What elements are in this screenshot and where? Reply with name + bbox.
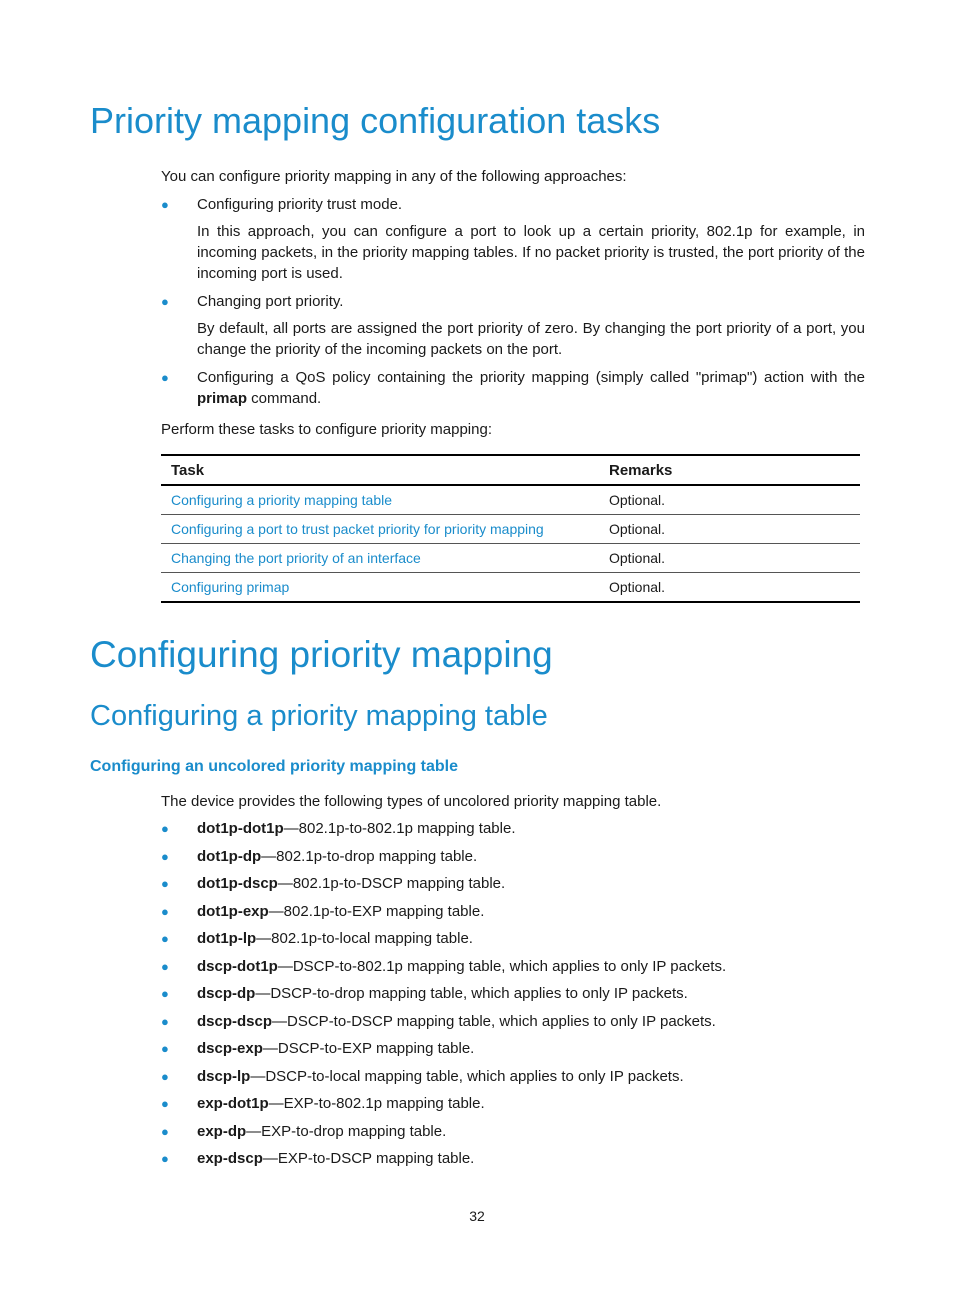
table-type-name: dot1p-dscp bbox=[197, 875, 278, 892]
section-heading-tasks: Priority mapping configuration tasks bbox=[90, 100, 661, 141]
list-item-label bbox=[197, 928, 865, 949]
table-row bbox=[161, 573, 860, 603]
table-type-desc: —DSCP-to-802.1p mapping table, which applies to only IP packets. bbox=[277, 957, 727, 975]
subsection-heading: Configuring an uncolored priority mapping table bbox=[90, 758, 458, 775]
list-item-label bbox=[197, 1148, 865, 1169]
bullet-icon: ● bbox=[161, 876, 169, 891]
table-type-desc: —802.1p-to-802.1p mapping table. bbox=[283, 820, 516, 837]
table-row bbox=[161, 515, 860, 544]
table-type-name: dscp-exp bbox=[197, 1040, 263, 1057]
bullet-icon: ● bbox=[161, 821, 169, 836]
bullet-icon: ● bbox=[161, 1013, 169, 1029]
table-type-name: dscp-lp bbox=[197, 1067, 251, 1085]
table-type-name: dot1p-dot1p bbox=[197, 820, 284, 837]
section-heading: Configuring a priority mapping table bbox=[90, 700, 548, 732]
table-type-desc: —802.1p-to-DSCP mapping table. bbox=[277, 875, 506, 892]
list-item-label bbox=[197, 367, 865, 409]
list-item-detail: In this approach, you can configure a port to look up a certain priority, 802.1p for example, in incoming packets, in the priority mapping tables. If no packet priority is trusted, the port priority of the incoming port is used. bbox=[197, 223, 865, 282]
list-item-label bbox=[197, 1121, 865, 1142]
task-link[interactable]: Configuring primap bbox=[161, 573, 599, 603]
list-item-label bbox=[197, 1093, 865, 1114]
list-item-label bbox=[197, 956, 865, 977]
table-type-desc: —DSCP-to-local mapping table, which applies to only IP packets. bbox=[250, 1067, 684, 1085]
table-type-name: exp-dot1p bbox=[197, 1095, 269, 1112]
bullet-icon: ● bbox=[161, 1151, 169, 1166]
table-type-name: dscp-dot1p bbox=[197, 957, 278, 975]
table-type-name: exp-dscp bbox=[197, 1150, 263, 1167]
perform-paragraph: Perform these tasks to configure priority mapping: bbox=[161, 421, 492, 438]
table-type-desc: —EXP-to-drop mapping table. bbox=[246, 1122, 447, 1140]
table-row bbox=[161, 544, 860, 573]
column-header-remarks: Remarks bbox=[599, 455, 860, 485]
table-type-desc: —EXP-to-802.1p mapping table. bbox=[268, 1095, 485, 1112]
table-type-desc: —802.1p-to-EXP mapping table. bbox=[268, 902, 485, 920]
bullet-icon: ● bbox=[161, 1068, 169, 1084]
list-item-label bbox=[197, 901, 865, 922]
table-header-row bbox=[161, 455, 860, 485]
table-type-name: dscp-dp bbox=[197, 985, 256, 1002]
task-link[interactable]: Configuring a port to trust packet priority for priority mapping bbox=[161, 515, 599, 544]
list-item-label bbox=[197, 873, 865, 894]
table-row bbox=[161, 485, 860, 515]
task-table bbox=[161, 454, 860, 603]
list-item-label: Changing port priority. bbox=[197, 293, 344, 310]
bullet-icon: ● bbox=[161, 848, 169, 864]
remarks-cell: Optional. bbox=[599, 485, 860, 515]
bullet-icon: ● bbox=[161, 958, 169, 974]
table-type-name: dot1p-dp bbox=[197, 847, 262, 865]
table-type-name: dot1p-exp bbox=[197, 902, 269, 920]
table-type-name: dot1p-lp bbox=[197, 930, 257, 947]
table-type-name: dscp-dscp bbox=[197, 1012, 273, 1030]
bullet-icon: ● bbox=[161, 903, 169, 919]
intro-paragraph: You can configure priority mapping in any of the following approaches: bbox=[161, 168, 627, 185]
bullet-icon: ● bbox=[161, 1096, 169, 1111]
task-link[interactable]: Changing the port priority of an interface bbox=[161, 544, 599, 573]
list-item-label: Configuring priority trust mode. bbox=[197, 196, 403, 213]
remarks-cell: Optional. bbox=[599, 573, 860, 603]
table-type-desc: —DSCP-to-EXP mapping table. bbox=[262, 1040, 475, 1057]
remarks-cell: Optional. bbox=[599, 515, 860, 544]
table-type-desc: —802.1p-to-drop mapping table. bbox=[261, 847, 478, 865]
list-item-label bbox=[197, 1038, 865, 1059]
bullet-icon: ● bbox=[161, 294, 169, 309]
table-type-desc: —DSCP-to-drop mapping table, which applies to only IP packets. bbox=[255, 985, 688, 1002]
command-keyword: primap bbox=[197, 390, 248, 407]
chapter-heading: Configuring priority mapping bbox=[90, 634, 553, 675]
table-type-name: exp-dp bbox=[197, 1122, 247, 1140]
page-number: 32 bbox=[469, 1208, 485, 1224]
list-item-text: Configuring a QoS policy containing the priority mapping (simply called "primap") action with the bbox=[197, 369, 865, 386]
list-item-label bbox=[197, 1066, 865, 1087]
table-type-desc: —EXP-to-DSCP mapping table. bbox=[262, 1150, 475, 1167]
list-item-label bbox=[197, 846, 865, 867]
bullet-icon: ● bbox=[161, 1123, 169, 1139]
uncolored-intro: The device provides the following types of uncolored priority mapping table. bbox=[161, 793, 662, 810]
table-type-desc: —DSCP-to-DSCP mapping table, which applies to only IP packets. bbox=[272, 1012, 716, 1030]
bullet-icon: ● bbox=[161, 370, 169, 385]
list-item-label bbox=[197, 1011, 865, 1032]
list-item-label bbox=[197, 983, 865, 1004]
table-type-desc: —802.1p-to-local mapping table. bbox=[256, 930, 473, 947]
column-header-task: Task bbox=[161, 455, 599, 485]
list-item-label bbox=[197, 818, 865, 839]
bullet-icon: ● bbox=[161, 197, 169, 212]
list-item-text: command. bbox=[247, 390, 322, 407]
bullet-icon: ● bbox=[161, 931, 169, 946]
remarks-cell: Optional. bbox=[599, 544, 860, 573]
task-link[interactable]: Configuring a priority mapping table bbox=[161, 485, 599, 515]
list-item-detail: By default, all ports are assigned the port priority of zero. By changing the port priority of a port, you change the priority of the incoming packets on the port. bbox=[197, 320, 865, 358]
bullet-icon: ● bbox=[161, 1041, 169, 1056]
bullet-icon: ● bbox=[161, 986, 169, 1001]
